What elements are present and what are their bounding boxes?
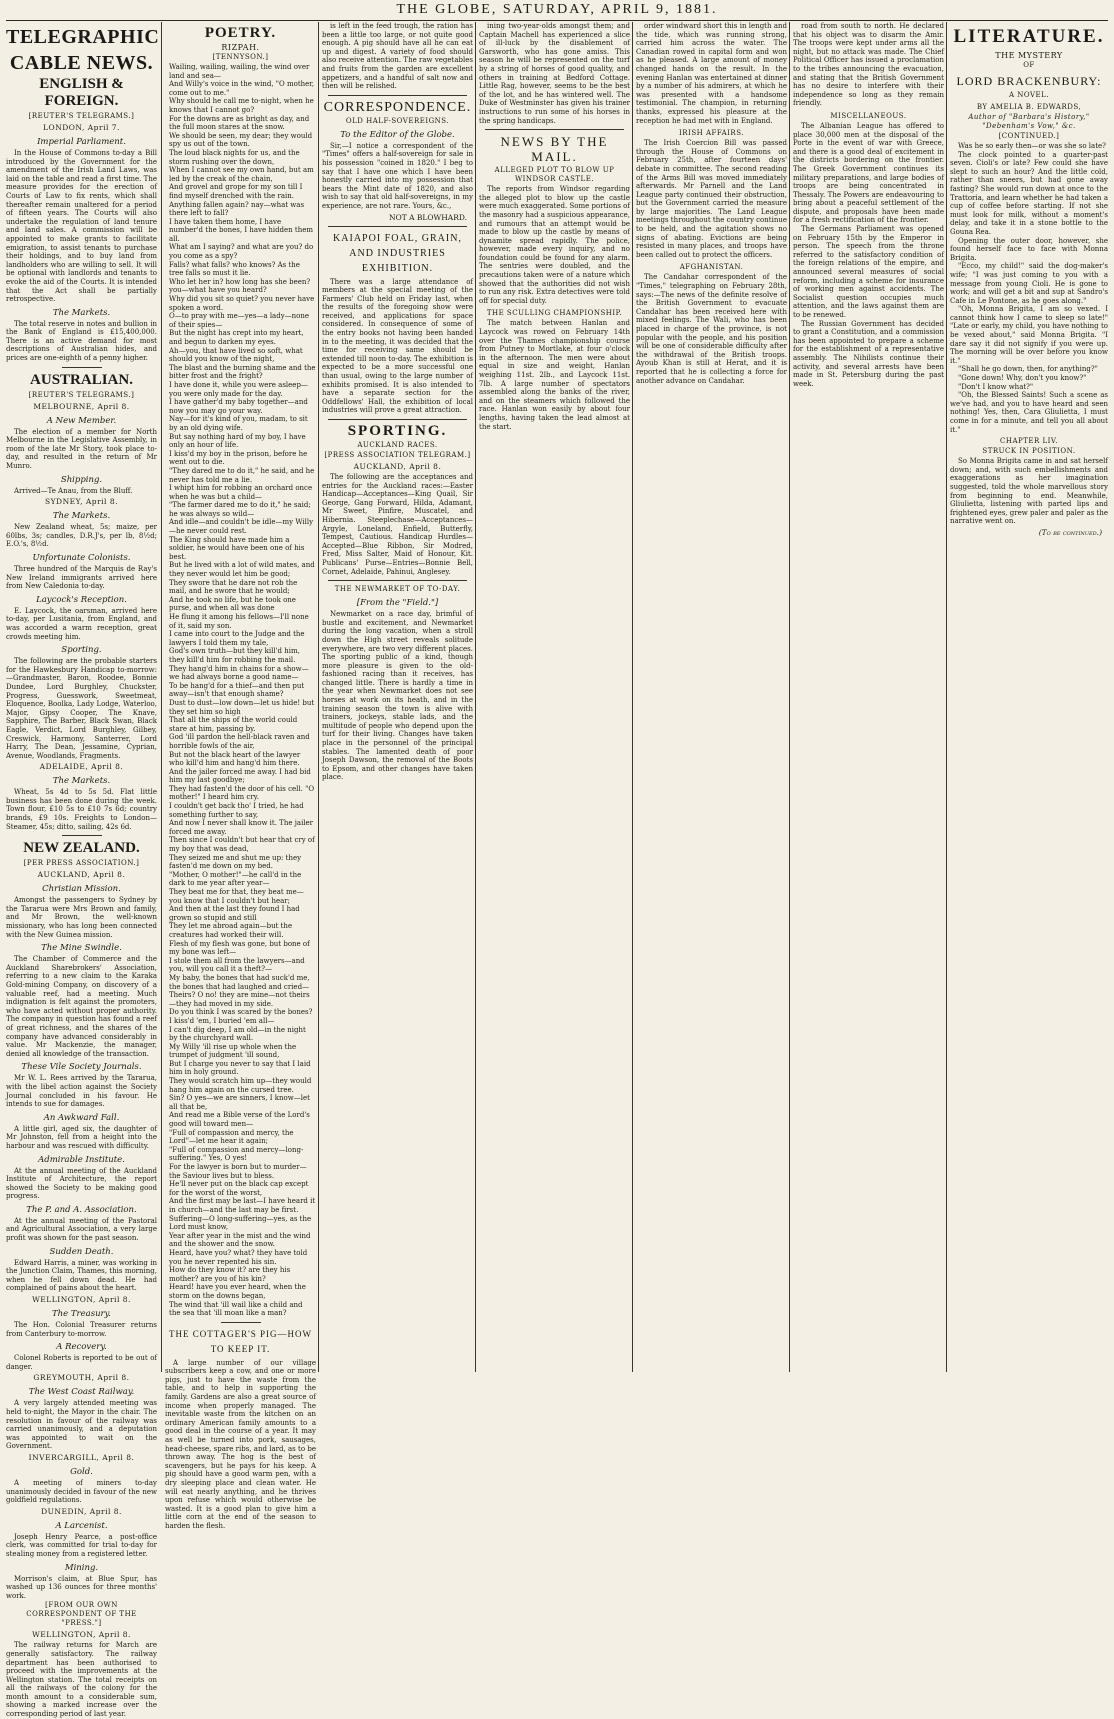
- column-rule: [318, 22, 319, 1372]
- section-heading: SPORTING.: [347, 423, 448, 439]
- item-text: Colonel Roberts is reported to be out of danger.: [6, 1354, 157, 1371]
- article-text: There was a large attendance of members at the special meeting of the Farmers' Club held on Friday last, when the results of the foregoing show were received, and applications for space considered. In consequence of some of the entry books not having been handed in to the meeting, it was decided that the time for receiving same should be extended till noon to-day. The exhibition is expected to be a more successful one than usual, owing to the large number of exhibits promised. It is also intended to have a separate section for the Oddfellows' Hall, the exhibition of local industries will prove a great attraction.: [322, 277, 473, 415]
- poem-line: I kiss'd my boy in the prison, before he went out to die.: [169, 449, 308, 467]
- letter-text: Sir,—I notice a correspondent of the "Times" offers a half-sovereign for sale in his possession "coined in 1820." I beg to say that I have one which I have been honestly carried into my possession that bears the Mint date of 1820, and also wish to say that old half-sovereigns, in my experience, are not rare. Yours, &c.,: [322, 141, 473, 210]
- poem-line: Heard, have you? what? they have told you he never repented his sin.: [169, 1248, 308, 1266]
- column-rule: [632, 22, 633, 1372]
- section-heading: POETRY.: [204, 25, 277, 41]
- dateline: AUCKLAND, April 8.: [353, 462, 442, 471]
- item-text: Edward Harris, a miner, was working in the Junction Claim, Thames, this morning, when he fell down dead. He had complained of pains about the heart.: [6, 1258, 157, 1293]
- article-title: KAIAPOI FOAL, GRAIN, AND INDUSTRIES EXHIBITION.: [333, 232, 462, 274]
- article-title: AUCKLAND RACES.: [357, 441, 438, 449]
- poem-line: I have gather'd my baby together—and now you may go your way.: [169, 398, 308, 415]
- item-text: A meeting of miners to-day unanimously decided in favour of the new goldfield regulations.: [6, 1478, 157, 1505]
- poem-line: They hang'd him in chains for a show—we had always borne a good name—: [169, 664, 309, 682]
- poem-line: I can't dig deep, I am old—in the night by the churchyard wall.: [169, 1025, 306, 1043]
- poem-line: And idle—and couldn't be idle—my Willy—he never could rest.: [169, 518, 314, 536]
- novel-text: "Oh, the Blessed Saints! Such a scene as we've had, and you to have heard and seen nothing! Yes, then, Cara Gliulietta, I must come in for a minute, and tell you all about it.": [950, 391, 1108, 434]
- article-text: The Russian Government has decided to grant a Constitution, and a commission has been appointed to prepare a scheme for the establishment of a representative assembly. The Nihilists continue their activity, and several arrests have been made in St. Petersburg during the past week.: [793, 319, 944, 388]
- poem-line: The loud black nights for us, and the storm rushing over the down,: [169, 148, 300, 166]
- credit-line: [From the "Field."]: [356, 598, 439, 609]
- poem-line: The blast and the burning shame and the bitter frost and the fright?: [169, 363, 316, 381]
- poem-line: Do you think I was scared by the bones? I kiss'd 'em, I buried 'em all—: [169, 1008, 313, 1025]
- item-text: At the annual meeting of the Pastoral and Agricultural Association, a very large profit was shown for the past season.: [6, 1216, 157, 1243]
- poem-author: [TENNYSON.]: [212, 53, 269, 61]
- item-title: The Markets.: [52, 511, 111, 522]
- novel-the: THE MYSTERY: [995, 51, 1063, 60]
- poem-line: God 'ill pardon the hell-black raven and horrible fowls of the air,: [169, 733, 310, 750]
- article-text: ining two-year-olds amongst them; and Captain Machell has experienced a slice of ill-luck by the disablement of Garsworth, who has gone amiss. This season he will be represented on the turf by a string of horses of good quality, and others in training at Bedford Cottage. Little Rag, however, seems to be the best of the lot, and he has wintered well. The Duke of Westminster has given his trainer instructions to run some of his horses in the spring handicaps.: [479, 22, 630, 125]
- poem-line: My baby, the bones that had suck'd me, the bones that had laughed and cried—: [169, 973, 310, 991]
- poem-line: I couldn't get back tho' I tried, he had something further to say,: [169, 802, 304, 819]
- item-text: The following are the probable starters for the Hawkesbury Handicap to-morrow:—Grandmaster, Baron, Roodee, Bonnie Dundee, Lord Burghley, Chuckster, Progress, Guesswork, Sweetmeat, Eloquence, Boolka, Lady Lodge, Waterloo, Major, Gipsy Cooper, The Knave, Sapphire, The Barber, Black Swan, Black Eagle, Verdict, Lord Burghley, Gilbey, Creswick, Harmony, Santerrer, Lord Harry, The Dean, Jessamine, Cyprian, Avenue, Woodlands, Fragments.: [6, 657, 157, 760]
- novel-text: "Oh, Monna Brigita, I am so vexed. I cannot think how I came to sleep so late!" "Late or early, my child, you have nothing to be vexed about," said Monna Brigita. "I dare say it did not signify if you were up. The morning will be over before you know it.": [950, 305, 1108, 365]
- poem-line: I stole them all from the lawyers—and you, will you call it a theft?—: [169, 956, 305, 974]
- poem-line: But the night has crept into my heart, and begun to darken my eyes.: [169, 329, 304, 346]
- poem-line: Theirs? O no! they are mine—not theirs—they had moved in my side.: [169, 991, 310, 1008]
- poem-line: "Full of compassion and mercy, the Lord"—let me hear it again;: [169, 1128, 294, 1146]
- poem-line: But say nothing hard of my boy, I have only an hour of life.: [169, 432, 306, 450]
- novel-author: BY AMELIA B. EDWARDS,: [976, 103, 1082, 111]
- poem-line: They would scratch him up—they would hang him again on the cursed tree.: [169, 1077, 312, 1094]
- poem-title: RIZPAH.: [221, 43, 260, 52]
- poem-line: And then at the last they found I had grown so stupid and still: [169, 905, 300, 922]
- novel-of: OF: [1023, 61, 1035, 69]
- poem-line: And Willy's voice in the wind, "O mother, come out to me.": [169, 80, 315, 97]
- article-title: THE NEWMARKET OF TO-DAY.: [334, 585, 461, 594]
- item-title: The Markets.: [52, 776, 111, 787]
- poem-line: Heard! have you ever heard, when the storm on the downs began,: [169, 1283, 306, 1300]
- item-title: Imperial Parliament.: [37, 137, 126, 147]
- poem-line: Year after year in the mist and the wind and the shower and the snow.: [169, 1231, 311, 1249]
- novel-text: "Shall he go down, then, for anything?": [958, 365, 1098, 374]
- item-text: The Chamber of Commerce and the Auckland Sharebrokers' Association, referring to a new claim to the Karaka Gold-mining Company, on discovery of a valuable reef, had a meeting. Much indignation is felt against the promoters, who have acted without proper authority. The company in question has found a reef of great richness, and the shares of the company have advanced considerably in value. Mr Mackenzie, the manager, denied all knowledge of the transaction.: [6, 955, 157, 1058]
- item-title: The West Coast Railway.: [28, 1387, 135, 1398]
- article-text: The Germans Parliament was opened on February 15th by the Emperor in person. The speech from the throne referred to the satisfactory condition of the foreign relations of the empire, and announced several measures of social reform, including a scheme for insurance of working men against accidents. The Socialist question occupies much attention, and the laws against them are to be renewed.: [793, 225, 944, 319]
- chapter-subheading: STRUCK IN POSITION.: [982, 447, 1076, 456]
- column-rule: [946, 22, 947, 1372]
- dateline: ADELAIDE, April 8.: [39, 762, 124, 772]
- column-miscellaneous: [793, 22, 944, 1372]
- poem-line: That all the ships of the world could stare at him, passing by.: [169, 716, 298, 733]
- poem-line: Suffering—O long-suffering—yes, as the Lord must know,: [169, 1214, 312, 1232]
- poem-line: "They dared me to do it," he said, and he never has told me a lie.: [169, 466, 315, 484]
- poem-line: The wind that 'ill wail like a child and the sea that 'ill moan like a man?: [169, 1300, 303, 1318]
- letter-to: To the Editor of the Globe.: [340, 129, 455, 140]
- item-text: The railway returns for March are generally satisfactory. The railway department has been authorised to proceed with the improvements at the Wellington station. The total receipts on all the railways of the colony for the month amount to a considerable sum, showing a marked increase over the corresponding period of last year.: [6, 1641, 157, 1719]
- section-heading: CORRESPONDENCE.: [323, 99, 472, 115]
- dateline: MELBOURNE, April 8.: [33, 401, 130, 411]
- item-title: Laycock's Reception.: [36, 594, 127, 605]
- item-title: Unfortunate Colonists.: [32, 553, 131, 563]
- item-text: At the annual meeting of the Auckland Institute of Architecture, the report showed the Society to be making good progress.: [6, 1166, 157, 1201]
- dateline: SYDNEY, April 8.: [44, 497, 119, 507]
- novel-title: LORD BRACKENBURY:: [956, 74, 1102, 88]
- poem-body: [165, 63, 316, 1318]
- item-title: These Vile Society Journals.: [21, 1062, 142, 1073]
- article-title: ALLEGED PLOT TO BLOW UP WINDSOR CASTLE.: [494, 166, 615, 184]
- poem-line: I have done it, while you were asleep—you were only made for the day.: [169, 380, 308, 398]
- item-text: In the House of Commons to-day a Bill introduced by the Government for the amendment of the Irish Land Laws, was laid on the table and read a first time. The measure provides for the erection of Courts of Law to fix rents, which shall thereafter remain unaltered for a period of fifteen years. The Courts will also undertake the regulation of land tenure and land sales. A commission will be appointed to make grants to facilitate emigration, to assist tenants to purchase their holdings, and to buy land from landholders who are willing to sell. It will be optional with landlords and tenants to evoke the aid of the Courts. It is intended that the Act shall be partially retrospective.: [6, 149, 157, 304]
- poem-line: How do they know it? are they his mother? are you of his kin?: [169, 1266, 291, 1283]
- item-text: A little girl, aged six, the daughter of Mr Johnston, fell from a height into the harbour and was rescued with difficulty.: [6, 1124, 157, 1150]
- item-title: A Larcenist.: [55, 1520, 108, 1531]
- column-correspondence: [322, 22, 473, 1372]
- poem-line: Then since I couldn't but hear that cry of my boy that was dead,: [169, 836, 315, 854]
- novel-text: "Gone down! Why, don't you know?": [958, 374, 1087, 383]
- column-literature: [950, 22, 1108, 1372]
- item-text: Morrison's claim, at Blue Spur, has washed up 136 ounces for three months' work.: [6, 1574, 157, 1600]
- item-text: Wheat, 5s 4d to 5s 5d. Flat little business has been done during the week. Town flour, £10 5s to £10 7s 6d; country brands, £9 10s. Freights to London—Steamer, 45s; ditto, sailing, 42s 6d.: [6, 788, 157, 831]
- divider: [328, 419, 467, 420]
- item-title: Shipping.: [60, 474, 103, 485]
- item-text: The Hon. Colonial Treasurer returns from Canterbury to-morrow.: [6, 1321, 157, 1338]
- poem-line: They let me abroad again—but the creatures had worked their will.: [169, 922, 293, 939]
- item-title: Gold.: [70, 1466, 93, 1477]
- divider: [328, 580, 467, 581]
- poem-line: "The farmer dared me to do it," he said; he was always so wild—: [169, 501, 311, 518]
- poem-line: Wailing, wailing, wailing, the wind over land and sea—: [169, 63, 310, 80]
- section-heading: CABLE NEWS.: [9, 52, 154, 74]
- dateline: INVERCARGILL, April 8.: [28, 1452, 135, 1462]
- item-title: The Treasury.: [52, 1309, 111, 1320]
- poem-line: And read me a Bible verse of the Lord's good will toward men—: [169, 1111, 310, 1129]
- poem-line: He'll never put on the black cap except for the worst of the worst,: [169, 1180, 309, 1197]
- novel-text: "Ecco, my child!" said the dog-maker's wife; "I was just coming to you with a message from young Cioli. He is gone to work; and will get a bit and sup at Sandro's Cafe in Le Pontone, as he goes along.": [950, 262, 1108, 305]
- section-heading: NEW ZEALAND.: [23, 840, 140, 857]
- item-title: The Markets.: [52, 307, 111, 318]
- poem-line: What am I saying? and what are you? do you come as a spy?: [169, 243, 314, 261]
- poem-line: Why did you sit so quiet? you never have spoken a word.: [169, 295, 315, 312]
- poem-line: Why should he call me to-night, when he knows that I cannot go?: [169, 97, 314, 114]
- poem-line: They beat me for that, they beat me—you know that I couldn't but hear;: [169, 888, 304, 905]
- letter-title: OLD HALF-SOVEREIGNS.: [345, 116, 450, 125]
- novel-text: Opening the outer door, however, she found herself face to face with Monna Brigita.: [950, 236, 1108, 262]
- poem-line: And now I never shall know it. The jailer forced me away.: [169, 819, 314, 836]
- item-title: Christian Mission.: [42, 884, 121, 895]
- poem-line: They seized me and shut me up: they fasten'd me down on my bed.: [169, 853, 302, 871]
- divider: [62, 835, 102, 836]
- poem-line: But I charge you never to say that I laid him in holy ground.: [169, 1059, 311, 1077]
- item-text: New Zealand wheat, 5s; maize, per 60lbs, 3s; candles, D.R.J's, per lb, 8½d; E.O.'s, 8½d.: [6, 523, 157, 549]
- item-text: A very largely attended meeting was held to-night, the Mayor in the chair. The resolution in favour of the railway was carried unanimously, and a deputation was appointed to wait on the Government.: [6, 1399, 157, 1451]
- article-title: IRISH AFFAIRS.: [679, 129, 744, 138]
- item-title: A New Member.: [46, 415, 117, 426]
- poem-line: My Willy 'ill rise up whole when the trumpet of judgment 'ill sound,: [169, 1042, 297, 1060]
- dateline: GREYMOUTH, April 8.: [33, 1373, 130, 1383]
- novel-text: The clock pointed to a quarter-past seven. Cioli's or late? Few could she have slept to such an hour? And the little cold, rather than sneers, but had gone away fasting? She would run down at once to the Trattoria, and learn whether he had taken a cup of coffee before starting. If not she must look for milk, without a moment's delay, and take it in a stone bottle to the Gouna Rea.: [950, 150, 1108, 236]
- column-rule: [789, 22, 790, 1372]
- poem-line: I have taken them home, I have number'd the bones, I have hidden them all.: [169, 217, 314, 243]
- article-text: The Irish Coercion Bill was passed through the House of Commons on February 25th, after fourteen days' debate in committee. The second reading of the Arms Bill was moved immediately afterwards. Mr Parnell and the Land League party continued their obstruction, but the Government carried the measure by large majorities. The Land League meetings throughout the country continue to be held, and the agitation shows no signs of abating. Evictions are being resisted in many places, and troops have been called out to protect the officers.: [636, 139, 787, 259]
- poem-line: But he lived with a lot of wild mates, and they never would let him be good;: [169, 561, 315, 579]
- credit-line: [FROM OUR OWN CORRESPONDENT OF THE "PRESS."]: [26, 1601, 137, 1628]
- poem-line: Anything fallen again? nay—what was there left to fall?: [169, 200, 305, 218]
- poem-line: Ah—you, that have lived so soft, what should you know of the night,: [169, 346, 303, 364]
- article-text: The following are the acceptances and entries for the Auckland races:—Easter Handicap—Acceptances—King Quail, Sir George, Gang Forward, Hilda, Adamant, Mr Sweet, Pinfire, Muscatel, and Hibernia. Steeplechase—Acceptances—Argyle, Loneland, Enfield, Butterfly, Tempest, Cautious. Handicap Hurdles—Accepted—Blue Ribbon, Sir Modred, Fred, Miss Salter, Maid of Honour, Kit. Publicans' Purse—Entries—Bonnie Bell, Cornet, Adelaide, Pahinui, Anglesey.: [322, 473, 473, 576]
- chapter-heading: CHAPTER LIV.: [1000, 437, 1058, 446]
- item-text: The total reserve in notes and bullion in the Bank of England is £15,400,000. There is an active demand for most descriptions of Australian hides, and prices are one-eighth of a penny higher.: [6, 319, 157, 363]
- article-title: THE COTTAGER'S PIG—HOW TO KEEP IT.: [169, 1328, 312, 1354]
- credit-line: [REUTER'S TELEGRAMS.]: [28, 112, 135, 120]
- poem-line: I came into court to the Judge and the lawyers I told them my tale,: [169, 630, 305, 647]
- item-text: E. Laycock, the oarsman, arrived here to-day, per Lusitania, from England, and was accorded a warm reception, great crowds meeting him.: [6, 606, 157, 641]
- poem-line: O—to pray with me—yes—a lady—none of their spies—: [169, 312, 310, 329]
- column-rule: [161, 22, 162, 1372]
- dateline: WELLINGTON, April 8.: [32, 1295, 131, 1305]
- novel-text: So Monna Brigita came in and sat herself down; and, with such embellishments and exaggerations as her imagination suggested, told the whole marvellous story from beginning to end. Meanwhile, Gliulietta, listening with parted lips and frightened eyes, grew paler and paler as the narrative went on.: [950, 457, 1109, 526]
- item-title: Sudden Death.: [49, 1246, 114, 1257]
- item-title: An Awkward Fall.: [43, 1112, 120, 1123]
- article-title: THE SCULLING CHAMPIONSHIP.: [486, 309, 623, 318]
- letter-signature: NOT A BLOWHARD.: [389, 212, 467, 222]
- item-title: The Mine Swindle.: [41, 943, 122, 954]
- article-text: The Candahar correspondent of the "Times," telegraphing on February 28th, says:—The news of the definite resolve of the British Government to evacuate Candahar has been received here with mixed feelings. The Wali, who has been placed in charge of the province, is not popular with the people, and his position will be one of considerable difficulty after the withdrawal of the British troops. Ayoub Khan is still at Herat, and it is reported that he is collecting a force for another advance on Candahar.: [636, 273, 787, 385]
- section-heading: TELEGRAPHIC: [6, 26, 160, 48]
- column-mail-news: [636, 22, 787, 1372]
- poem-line: I whipt him for robbing an orchard once when he was but a child—: [169, 484, 313, 501]
- column-poetry: [165, 22, 316, 1530]
- poem-line: When I cannot see my own hand, but am led by the creak of the chain,: [169, 166, 314, 183]
- item-text: Three hundred of the Marquis de Ray's New Ireland immigrants arrived here from New Caledonia to-day.: [6, 565, 157, 591]
- poem-line: To be hang'd for a thief—and then put away—isn't that enough shame?: [169, 681, 305, 699]
- poem-line: Sin? O yes—we are sinners, I know—let all that be,: [169, 1094, 310, 1111]
- credit-line: [PRESS ASSOCIATION TELEGRAM.]: [324, 451, 471, 459]
- poem-line: "Full of compassion and mercy—long-suffering." Yes, O yes!: [169, 1145, 304, 1163]
- credit-line: [REUTER'S TELEGRAMS.]: [28, 390, 135, 399]
- dateline: LONDON, April 7.: [43, 123, 120, 132]
- item-text: The election of a member for North Melbourne in the Legislative Assembly, in room of the late Mr Story, took place to-day, and resulted in the return of Mr Munro.: [6, 427, 157, 471]
- item-title: Mining.: [64, 1562, 99, 1573]
- poem-line: Falls? what falls? who knows? As the tree falls so must it lie.: [169, 260, 300, 278]
- divider: [328, 95, 467, 96]
- article-text: The match between Hanlan and Laycock was rowed on February 14th over the Thames championship course from Putney to Mortlake, at four o'clock in the afternoon. The men were about equal in size and weight, Hanlan weighing 11st. 2lb., and Laycock 11st. 7lb. A large number of spectators assembled along the banks of the river, and on the steamers which followed the race. Hanlan won easily by about four lengths, having taken the lead almost at the start.: [479, 319, 630, 431]
- dateline: DUNEDIN, April 8.: [41, 1506, 122, 1516]
- poem-line: Flesh of my flesh was gone, but bone of my bone was left—: [169, 939, 310, 957]
- section-heading: NEWS BY THE MAIL.: [500, 134, 609, 165]
- credit-line: [PER PRESS ASSOCIATION.]: [23, 859, 140, 868]
- section-subheading: ENGLISH & FOREIGN.: [39, 76, 124, 109]
- article-text: The reports from Windsor regarding the alleged plot to blow up the castle were much exaggerated. Some portions of the masonry had a suspicious appearance, and rumours that an attempt would be made to blow up the castle by means of dynamite spread rapidly. The police, however, made every inquiry, and no foundation could be found for any alarm. The sentries were doubled, and the precautions taken were of a nature which showed that the authorities did not wish to run any risk. Extra detectives were told off for special duty.: [479, 185, 631, 305]
- item-title: Admirable Institute.: [38, 1154, 125, 1165]
- novel-type: A NOVEL.: [1008, 91, 1050, 99]
- continued-label: [CONTINUED.]: [998, 132, 1060, 140]
- item-text: Joseph Henry Pearce, a post-office clerk, was committed for trial to-day for stealing money from a registered letter.: [6, 1532, 157, 1558]
- article-title: AFGHANISTAN.: [679, 263, 744, 272]
- poem-line: Nay—for it's kind of you, madam, to sit by an old dying wife.: [169, 415, 308, 432]
- article-title: MISCELLANEOUS.: [830, 111, 907, 120]
- dateline: WELLINGTON, April 8.: [32, 1630, 131, 1640]
- item-title: The P. and A. Association.: [26, 1204, 137, 1215]
- column-rule: [475, 22, 476, 1372]
- divider: [485, 129, 624, 130]
- poem-line: And the first may be last—I have heard it in church—and the last may be first.: [169, 1197, 316, 1214]
- article-text: road from south to north. He declared that his object was to disarm the Amir. The troops were kept under arms all the night, but no attack was made. The Chief Political Officer has issued a proclamation to the tribes announcing the evacuation, and stating that the British Government has no desire to interfere with their independence so long as they remain friendly.: [793, 22, 944, 108]
- divider: [62, 367, 102, 368]
- item-text: Mr W. L. Rees arrived by the Tararua, with the libel action against the Society Journal concluded in his favour. He intends to sue for damages.: [6, 1074, 157, 1109]
- poem-line: Dust to dust—low down—let us hide! but they set him so high: [169, 698, 315, 716]
- poem-line: "Mother, O mother!"—he call'd in the dark to me year after year—: [169, 870, 302, 888]
- divider: [221, 1322, 261, 1323]
- column-telegraphic: [6, 22, 160, 1719]
- poem-line: The King should have made him a soldier, he would have been one of his best.: [169, 535, 305, 561]
- article-text: order windward short this in length and the tide, which was running strong, carried him across the water. The Canadian rowed in capital form and won as he pleased. A large amount of money changed hands on the result. In the evening Hanlan was entertained at dinner by a number of his admirers, at which he was presented with a handsome testimonial. The champion, in returning thanks, expressed his pleasure at the reception he had met with in England.: [636, 22, 787, 125]
- poem-line: But not the black heart of the lawyer who kill'd him and hang'd him there.: [169, 750, 301, 768]
- article-text: is left in the feed trough, the ration has been a little too large, or not quite good enough. A pig should have all he can eat up and digest. A variety of food should also receive attention. The raw vegetables and fruits from the garden are excellent appetizers, and a handful of salt now and then will be relished.: [322, 22, 473, 91]
- article-text: The Albanian League has offered to place 30,000 men at the disposal of the Porte in the event of war with Greece, and there is a good deal of excitement in the districts bordering on the frontier. The Greek Government continues its military preparations, and large bodies of troops are being concentrated in Thessaly. The Powers are endeavouring to bring about a peaceful settlement of the dispute, and proposals have been made for a fresh rectification of the frontier.: [793, 121, 944, 225]
- to-be-continued: (To be continued.): [1038, 527, 1102, 537]
- poem-line: For the lawyer is born but to murder—the Saviour lives but to bless.: [169, 1163, 307, 1180]
- poem-line: God's own truth—but they kill'd him, they kill'd him for robbing the mail.: [169, 647, 300, 664]
- novel-text: Was he so early then—or was she so late?: [958, 142, 1106, 150]
- poem-line: And grovel and grope for my son till I find myself drenched with the rain.: [169, 183, 303, 200]
- item-title: A Recovery.: [56, 1342, 107, 1353]
- novel-credit: Author of "Barbara's History," "Debenham's Vow," &c.: [968, 113, 1090, 130]
- poem-line: And he took no life, but he took one purse, and when all was done: [169, 595, 296, 613]
- section-heading: AUSTRALIAN.: [30, 371, 133, 388]
- novel-text: "Don't I know what?": [958, 382, 1034, 391]
- poem-line: We should be seen, my dear; they would spy us out of the town.: [169, 131, 313, 149]
- poem-line: Who let her in? how long has she been? you—what have you heard?: [169, 277, 311, 295]
- article-text: A large number of our village subscribers keep a cow, and one or more pigs, just to have the waste from the table, and to help in supporting the family. Gardens are also a great source of income when properly managed. The inevitable waste from the kitchen on an ordinary American family amounts to a good deal in the course of a year. It may as well be turned into pork, sausages, head-cheese, spare ribs, and lard, as to be thrown away. The hog is the best of scavengers, but he pays for his keep. A pig should have a good warm pen, with a dry sleeping place and clean water. He will eat nearly anything, and he thrives upon refuse which would otherwise be wasted. It is a good plan to give him a little corn at the end of the season to harden the flesh.: [165, 1358, 316, 1530]
- poem-line: They had fasten'd the door of his cell. "O mother!" I heard him cry.: [169, 784, 315, 802]
- column-news: [479, 22, 630, 1372]
- item-text: Amongst the passengers to Sydney by the Tararua were Mrs Brown and family, and Mr Brown, the well-known missionary, who has long been connected with the New Guinea mission.: [6, 896, 157, 939]
- item-title: Sporting.: [61, 645, 102, 656]
- masthead: THE GLOBE, SATURDAY, APRIL 9, 1881.: [6, 0, 1108, 21]
- divider: [328, 226, 467, 227]
- poem-line: And the jailer forced me away. I had bid him my last goodbye;: [169, 767, 311, 785]
- item-text: Arrived—Te Anau, from the Bluff.: [14, 486, 133, 495]
- poem-line: They swore that he dare not rob the mail, and he swore that he would;: [169, 578, 298, 596]
- article-text: Newmarket on a race day, brimful of bustle and excitement, and Newmarket during the long vacation, when a stroll down the High street reveals solitude everywhere, are two very different places. The sporting public of a kind, though more pleasure is given to the old-fashioned racing than it receives, has changed little. There is hardly a time in the year when Newmarket does not see horses at work on its heath, and in the training season the town is alive with trainers, jockeys, stable lads, and the multitude of people who depend upon the turf for their living. Changes have taken place in the personnel of the principal stables. The lamented death of poor Joseph Dawson, the removal of the Boots to Epsom, and other changes have taken place.: [322, 610, 473, 782]
- poem-line: He flung it among his fellows—I'll none of it, said my son.: [169, 613, 309, 630]
- dateline: AUCKLAND, April 8.: [37, 870, 126, 880]
- section-heading: LITERATURE.: [953, 26, 1105, 47]
- poem-line: For the downs are as bright as day, and the full moon stares at the snow.: [169, 114, 310, 132]
